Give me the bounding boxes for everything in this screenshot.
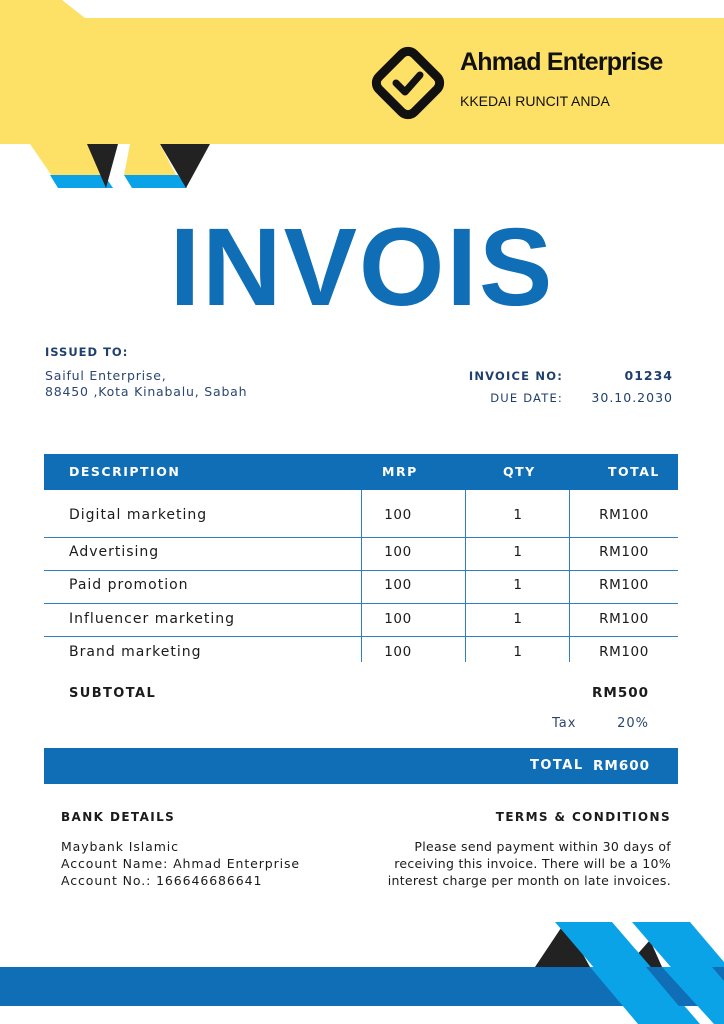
row-divider [44,570,678,571]
top-left-yellow-stripe [0,0,85,18]
header-mrp: MRP [382,464,418,479]
brand-name: Ahmad Enterprise [460,48,663,76]
tax-label: Tax [552,716,577,731]
blue-parallelogram-1 [50,175,113,188]
bottom-dark-triangle-2 [626,940,662,967]
row-total: RM100 [599,577,649,593]
row-mrp: 100 [384,644,412,660]
header-qty: QTY [503,464,536,479]
row-total: RM100 [599,611,649,627]
header-total: TOTAL [608,464,660,479]
row-description: Digital marketing [69,507,208,523]
issued-to-line-2: 88450 ,Kota Kinabalu, Sabah [45,384,248,399]
subtotal-value: RM500 [591,685,649,701]
row-mrp: 100 [384,611,412,627]
invoice-number-label: INVOICE NO: [468,369,563,383]
row-qty: 1 [513,577,523,593]
dark-triangle-2 [160,144,210,188]
row-mrp: 100 [384,507,412,523]
brand-logo [370,45,446,121]
row-qty: 1 [513,611,523,627]
header-band [0,18,724,144]
terms-title: TERMS & CONDITIONS [495,810,671,824]
row-description: Influencer marketing [69,611,236,627]
subtotal-label: SUBTOTAL [69,686,157,701]
invoice-title: INVOIS [169,206,555,329]
row-description: Brand marketing [69,644,202,660]
blue-parallelogram-2 [124,175,187,188]
terms-line-2: receiving this invoice. There will be a 10% [394,856,671,871]
footer-band [0,967,724,1006]
table-header [44,454,678,490]
row-total: RM100 [599,544,649,560]
bank-line-1: Maybank Islamic [61,839,179,854]
row-qty: 1 [513,644,523,660]
due-date-label: DUE DATE: [490,391,563,405]
row-qty: 1 [513,507,523,523]
due-date: 30.10.2030 [591,390,673,405]
row-divider [44,537,678,538]
terms-line-1: Please send payment within 30 days of [414,839,671,854]
dark-triangle-1 [87,144,118,188]
row-mrp: 100 [384,544,412,560]
total-value: RM600 [592,758,650,774]
checkmark-diamond-icon [370,45,446,121]
bank-line-2: Account Name: Ahmad Enterprise [61,856,301,871]
row-divider [44,636,678,637]
header-description: DESCRIPTION [69,464,181,479]
tax-value: 20% [617,716,649,731]
issued-to-label: ISSUED TO: [45,345,129,359]
bottom-dark-triangle-1 [535,922,590,967]
bank-details-title: BANK DETAILS [61,810,176,824]
row-total: RM100 [599,507,649,523]
yellow-stripe-mid [124,144,176,175]
row-description: Paid promotion [69,577,189,593]
total-label: TOTAL [530,758,584,773]
terms-line-3: interest charge per month on late invoices. [387,873,671,888]
invoice-number: 01234 [624,368,673,383]
row-total: RM100 [599,644,649,660]
row-description: Advertising [69,544,160,560]
issued-to-line-1: Saiful Enterprise, [45,368,167,383]
total-bar [44,748,678,784]
row-divider [44,603,678,604]
row-mrp: 100 [384,577,412,593]
brand-tagline: KKEDAI RUNCIT ANDA [460,93,610,109]
bank-line-3: Account No.: 166646686641 [61,873,263,888]
top-left-yellow-stripe-lower [30,144,110,176]
row-qty: 1 [513,544,523,560]
